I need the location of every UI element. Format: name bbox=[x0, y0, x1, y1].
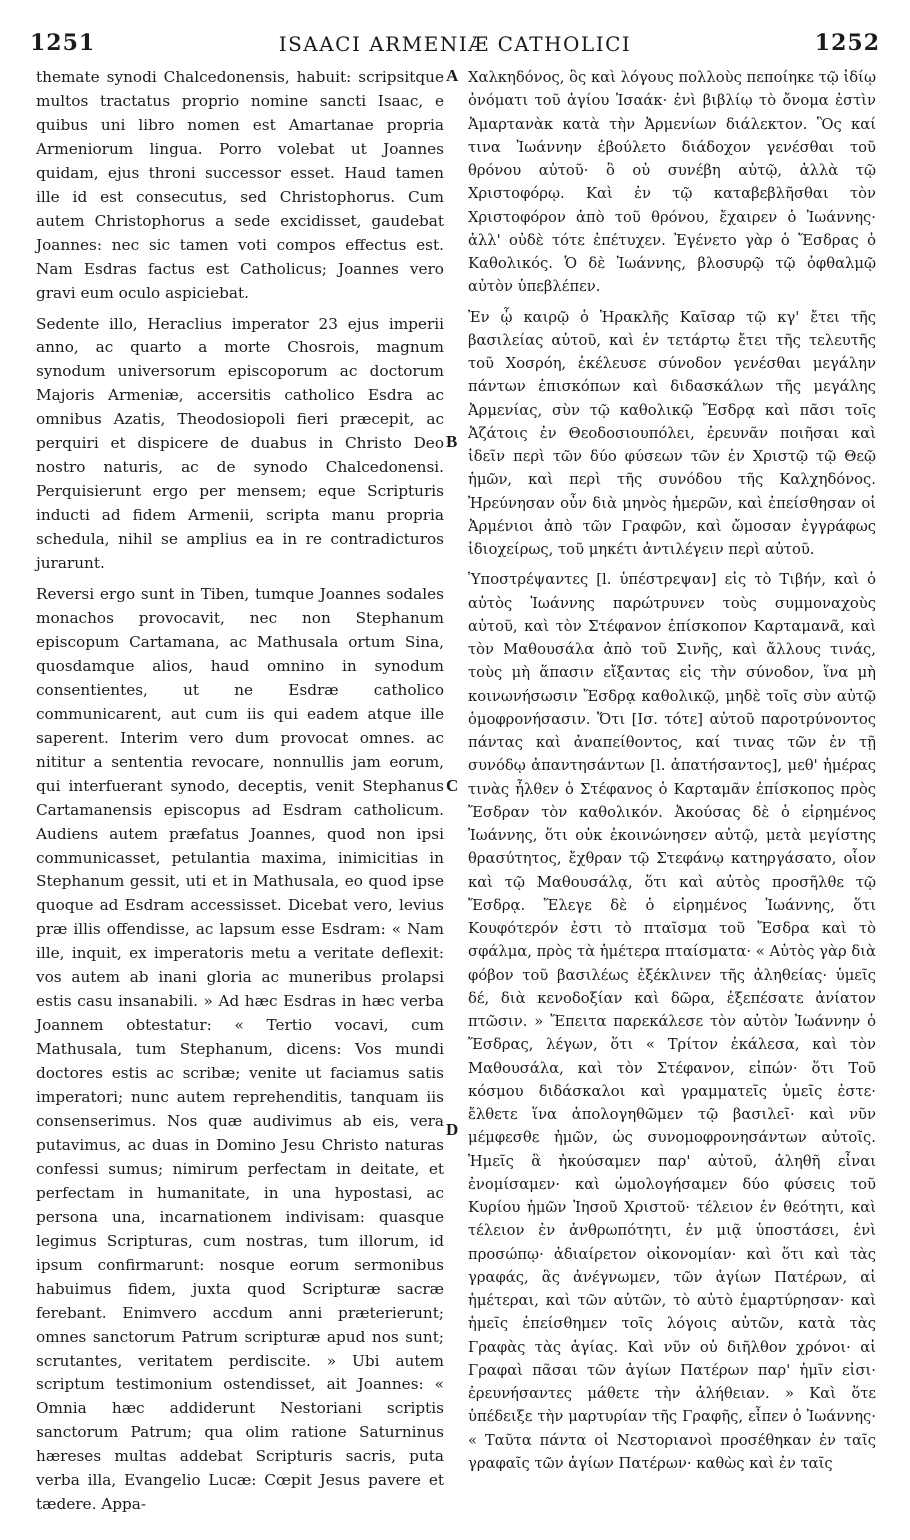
latin-paragraph-3: Reversi ergo sunt in Tiben, tumque Joannes sodales monachos provocavit, nec non Stephanum episcopum Cartamana, ac Mathusala ortum Sina, quosdamque alios, haud omnino in synodum consentientes, ut ne Esdræ catholico communicarent, aut cum iis qui eadem atque ille saperent. Interim vero dum provocat omnes. ac nititur a sententia revocare, nonnullis jam eorum, qui interfuerant synodo, deceptis, venit Stephanus Cartamanensis episcopus ad Esdram catholicum. Audiens autem præfatus Joannes, quod non ipsi communicasset, petulantia maxima, inimicitias in Stephanum gessit, uti et in Mathusala, eo quod ipse quoque ad Esdram accessisset. Dicebat vero, levius præ illis offendisse, ac lapsum esse Esdram: « Nam ille, inquit, ex imperatoris metu a veritate deflexit: vos autem ab inani gloria ac muneribus prolapsi estis casu insanabili. » Ad hæc Esdras in hæc verba Joannem obtestatur: « Tertio vocavi, cum Mathusala, tum Stephanum, dicens: Vos mundi doctores estis ac scribæ; venite ut faciamus satis imperatori; nunc autem reprehenditis, tanquam iis consenserimus. Nos quæ audivimus ab eis, vera putavimus, ac duas in Domino Jesu Christo naturas confessi sumus; nimirum perfectam in deitate, et perfectam in humanitate, in una hypostasi, ac persona una, incarnationem indivisam: quasque legimus Scripturas, cum nostras, tum illorum, id ipsum confirmarunt: nosque eorum sermonibus habuimus fidem, juxta quod Scripturæ sacræ ferebant. Enimvero accdum anni præterierunt; omnes sanctorum Patrum scripturæ apud nos sunt; scrutantes, veritatem perdiscite. » Ubi autem scriptum testimonium ostendisset, ait Joannes: « Omnia hæc addiderunt Nestoriani scriptis sanctorum Patrum; qua olim ratione Saturninus hæreses multas addebat Scripturis sacris, puta verba illa, Evangelio Lucæ: Cœpit Jesus pavere et tædere. Appa- bbox=[36, 585, 444, 1514]
page-number-left: 1251 bbox=[30, 30, 96, 56]
section-marker-c: C bbox=[446, 776, 459, 795]
latin-column bbox=[36, 66, 444, 1524]
greek-column bbox=[468, 66, 876, 1482]
running-title: ISAACI ARMENIÆ CATHOLICI bbox=[278, 32, 632, 56]
page-number-right: 1252 bbox=[814, 30, 880, 56]
latin-paragraph-2: Sedente illo, Heraclius imperator 23 ejus imperii anno, ac quarto a morte Chosrois, magnum synodum universorum episcoporum ac doctorum Majoris Armeniæ, accersitis catholico Esdra ac omnibus Azatis, Theodosiopoli fieri præcepit, ac perquiri et dispicere de duabus in Christo Deo nostro naturis, ac de synodo Chalcedonensi. Perquisierunt ergo per mensem; eque Scripturis inducti ad fidem Armenii, scripta manu propria schedula, nihil se amplius ea in re contradicturos jurarunt. bbox=[36, 314, 444, 573]
greek-paragraph-3: Ὑποστρέψαντες [l. ὑπέστρεψαν] εἰς τὸ Τιβήν, καὶ ὁ αὐτὸς Ἰωάννης παρώτρυνεν τοὺς συμμοναχοὺς αὐτοῦ, καὶ τὸν Στέφανον ἐπίσκοπον Καρταμανᾶ, καὶ τὸν Μαθουσάλα ἀπὸ τοῦ Σινῆς, καὶ ἄλλους τινάς, τοὺς μὴ ἅπασιν εἴξαντας εἰς τὴν σύνοδον, ἵνα μὴ κοινωνήσωσιν Ἔσδρᾳ καθολικῷ, μηδὲ τοῖς σὺν αὐτῷ ὁμοφρονήσασιν. Ὅτι [Ισ. τότε] αὐτοῦ παροτρύνοντος πάντας καὶ ἀναπείθοντος, καί τινας τῶν ἐν τῇ συνόδῳ ἀπαντησάντων [l. ἀπατήσαντος], μεθ' ἡμέρας τινὰς ἦλθεν ὁ Στέφανος ὁ Καρταμᾶν ἐπίσκοπος πρὸς Ἔσδραν τὸν καθολικόν. Ἀκούσας δὲ ὁ εἰρημένος Ἰωάννης, ὅτι οὐκ ἐκοινώνησεν αὐτῷ, μετὰ μεγίστης θρασύτητος, ἔχθραν τῷ Στεφάνῳ κατηργάσατο, οἷον καὶ τῷ Μαθουσάλᾳ, ὅτι καὶ αὐτὸς προσῆλθε τῷ Ἔσδρᾳ. Ἔλεγε δὲ ὁ εἰρημένος Ἰωάννης, ὅτι Κουφότερόν ἐστι τὸ πταῖσμα τοῦ Ἔσδρα καὶ τὸ σφάλμα, πρὸς τὰ ἡμέτερα πταίσματα· « Αὐτὸς γὰρ διὰ φόβον τοῦ βασιλέως ἐξέκλινεν τῆς ἀληθείας· ὑμεῖς δέ, διὰ κενοδοξίαν καὶ δῶρα, ἐξεπέσατε ἀνίατον πτῶσιν. » Ἔπειτα παρεκάλεσε τὸν αὐτὸν Ἰωάννην ὁ Ἔσδρας, λέγων, ὅτι « Τρίτον ἐκάλεσα, καὶ τὸν Μαθουσάλα, καὶ τὸν Στέφανον, εἰπών· ὅτι Τοῦ κόσμου διδάσκαλοι καὶ γραμματεῖς ὑμεῖς ἐστε· ἔλθετε ἵνα ἀπολογηθῶμεν τῷ βασιλεῖ· καὶ νῦν μέμφεσθε ἡμῶν, ὡς συνομοφρονησάντων αὐτοῖς. Ἡμεῖς ἃ ἠκούσαμεν παρ' αὐτοῦ, ἀληθῆ εἶναι ἐνομίσαμεν· καὶ ὡμολογήσαμεν δύο φύσεις τοῦ Κυρίου ἡμῶν Ἰησοῦ Χριστοῦ· τέλειον ἐν θεότητι, καὶ τέλειον ἐν ἀνθρωπότητι, ἐν μιᾷ ὑποστάσει, ἑνὶ προσώπῳ· ἀδιαίρετον οἰκονομίαν· καὶ ὅτι καὶ τὰς γραφάς, ἃς ἀνέγνωμεν, τῶν ἁγίων Πατέρων, αἱ ἡμέτεραι, καὶ τῶν αὐτῶν, τὸ αὐτὸ ἐμαρτύρησαν· καὶ ἡμεῖς ἐπείσθημεν τοῖς λόγοις αὐτῶν, κατὰ τὰς Γραφὰς τὰς ἁγίας. Καὶ νῦν οὐ διῆλθον χρόνοι· αἱ Γραφαὶ πᾶσαι τῶν ἁγίων Πατέρων παρ' ἡμῖν εἰσι· ἐρευνήσαντες μάθετε τὴν ἀλήθειαν. » Καὶ ὅτε ὑπέδειξε τὴν μαρτυρίαν τῆς Γραφῆς, εἶπεν ὁ Ἰωάννης· « Ταῦτα πάντα οἱ Νεστοριανοὶ προσέθηκαν ἐν ταῖς γραφαῖς τῶν ἁγίων Πατέρων· καθὼς καὶ ἐν ταῖς bbox=[468, 571, 876, 1472]
section-marker-a: A bbox=[446, 66, 459, 85]
section-marker-d: D bbox=[446, 1120, 459, 1139]
running-header bbox=[30, 30, 880, 66]
section-marker-b: B bbox=[446, 432, 458, 451]
greek-paragraph-1: Χαλκηδόνος, ὃς καὶ λόγους πολλοὺς πεποίηκε τῷ ἰδίῳ ὀνόματι τοῦ ἁγίου Ἰσαάκ· ἐνὶ βιβλίῳ τὸ ὄνομα ἐστὶν Ἀμαρτανὰκ κατὰ τὴν Ἀρμενίων διάλεκτον. Ὃς καί τινα Ἰωάννην ἐβούλετο διάδοχον γενέσθαι τοῦ θρόνου αὐτοῦ· ὃ οὐ συνέβη αὐτῷ, ἀλλὰ τῷ Χριστοφόρῳ. Καὶ ἐν τῷ καταβεβλῆσθαι τὸν Χριστοφόρον ἀπὸ τοῦ θρόνου, ἔχαιρεν ὁ Ἰωάννης· ἀλλ' οὐδὲ τότε ἐπέτυχεν. Ἐγένετο γὰρ ὁ Ἔσδρας ὁ Καθολικός. Ὁ δὲ Ἰωάννης, βλοσυρῷ τῷ ὀφθαλμῷ αὐτὸν ὑπεβλέπεν. bbox=[468, 69, 876, 296]
latin-paragraph-1: themate synodi Chalcedonensis, habuit: scripsitque multos tractatus proprio nomine sancti Isaac, e quibus uni libro nomen est Amartanae propria Armeniorum lingua. Porro volebat ut Joannes quidam, ejus throni successor esset. Haud tamen ille id est consecutus, sed Christophorus. Cum autem Christophorus a sede excidisset, gaudebat Joannes: nec sic tamen voti compos effectus est. Nam Esdras factus est Catholicus; Joannes vero gravi eum oculo aspiciebat. bbox=[36, 68, 444, 302]
greek-paragraph-2: Ἐν ᾧ καιρῷ ὁ Ἡρακλῆς Καῖσαρ τῷ κγ' ἔτει τῆς βασιλείας αὐτοῦ, καὶ ἐν τετάρτῳ ἔτει τῆς τελευτῆς τοῦ Χοσρόη, ἐκέλευσε σύνοδον γενέσθαι μεγάλην πάντων ἐπισκόπων καὶ διδασκάλων τῆς μεγάλης Ἀρμενίας, σὺν τῷ καθολικῷ Ἔσδρᾳ καὶ πᾶσι τοῖς Ἀζάτοις ἐν Θεοδοσιουπόλει, ἐρευνᾶν ποιῆσαι καὶ ἰδεῖν περὶ τῶν δύο φύσεων τῶν ἐν Χριστῷ τῷ Θεῷ ἡμῶν, καὶ περὶ τῆς συνόδου τῆς Καλχηδόνος. Ἠρεύνησαν οὖν διὰ μηνὸς ἡμερῶν, καὶ ἐπείσθησαν οἱ Ἀρμένιοι ἀπὸ τῶν Γραφῶν, καὶ ὤμοσαν ἐγγράφως ἰδιοχείρως, τοῦ μηκέτι ἀντιλέγειν περὶ αὐτοῦ. bbox=[468, 308, 876, 558]
